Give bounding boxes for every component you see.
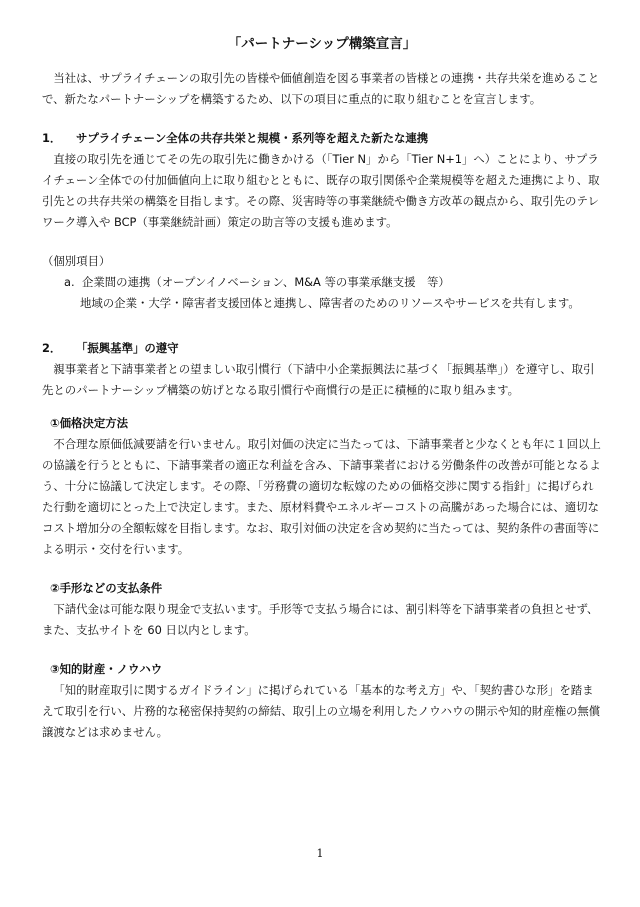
section-1 (42, 128, 602, 314)
document-title: 「パートナーシップ構築宣言」 (227, 36, 417, 52)
subsection-ip-heading: ③知的財産・ノウハウ (50, 662, 163, 676)
item-a-description: 地域の企業・大学・障害者支援団体と連携し、障害者のためのリソースやサービスを共有します。 (80, 296, 580, 310)
section-1-number: 1． (42, 131, 62, 145)
page-number: 1 (316, 847, 324, 860)
subsection-price-body: 不合理な原価低減要請を行いません。取引対価の決定に当たっては、下請事業者と少なくとも年に１回以上の協議を行うとともに、下請事業者の適正な利益を含み、下請事業者における労働条件の改善が可能となるよう、十分に協議して決定します。その際、「労務費の適切な転嫁のための価格交渉に関する指針」に掲げられた行動を適切にとった上で決定します。また、原材料費やエネルギーコストの高騰があった場合には、適切なコスト増加分の全額転嫁を目指します。なお、取引対価の決定を含め契約に当たっては、契約条件の書面等による明示・交付を行います。 (42, 437, 601, 556)
individual-items-label: （個別項目） (42, 254, 111, 268)
section-1-heading-text: サプライチェーン全体の共存共栄と規模・系列等を超えた新たな連携 (76, 131, 429, 145)
item-a-letter: a. (64, 275, 75, 289)
individual-item-a (42, 272, 602, 293)
section-2-heading (42, 338, 602, 359)
item-a-title: 企業間の連携（オープンイノベーション、M&A 等の事業承継支援 等） (82, 275, 450, 289)
subsection-payment-body: 下請代金は可能な限り現金で支払います。手形等で支払う場合には、割引料等を下請事業者の負担とせず、また、支払サイトを 60 日以内とします。 (42, 602, 599, 637)
subsection-price-heading: ①価格決定方法 (50, 416, 128, 430)
subsection-payment-heading: ②手形などの支払条件 (50, 581, 163, 595)
section-2 (42, 338, 602, 743)
subsection-ip-body: 「知的財産取引に関するガイドライン」に掲げられている「基本的な考え方」や、「契約書ひな形」を踏まえて取引を行い、片務的な秘密保持契約の締結、取引上の立場を利用したノウハウの開示や知的財産権の無償譲渡などは求めません。 (42, 683, 601, 739)
section-1-body: 直接の取引先を通じてその先の取引先に働きかける（「Tier N」から「Tier N+1」へ）ことにより、サプライチェーン全体での付加価値向上に取り組むとともに、既存の取引関係や企業規模等を超えた連携により、取引先との共存共栄の構築を目指します。その際、災害時等の事業継続や働き方改革の観点から、取引先のテレワーク導入や BCP（事業継続計画）策定の助言等の支援も進めます。 (42, 152, 600, 229)
section-2-heading-text: 「振興基準」の遵守 (76, 341, 179, 355)
section-2-number: 2． (42, 341, 62, 355)
section-2-body: 親事業者と下請事業者との望ましい取引慣行（下請中小企業振興法に基づく「振興基準」）を遵守し、取引先とのパートナーシップ構築の妨げとなる取引慣行や商慣行の是正に積極的に取り組みます。 (42, 362, 595, 397)
section-1-heading (42, 128, 602, 149)
intro-paragraph: 当社は、サプライチェーンの取引先の皆様や価値創造を図る事業者の皆様との連携・共存共栄を進めることで、新たなパートナーシップを構築するため、以下の項目に重点的に取り組むことを宣言します。 (42, 71, 600, 106)
